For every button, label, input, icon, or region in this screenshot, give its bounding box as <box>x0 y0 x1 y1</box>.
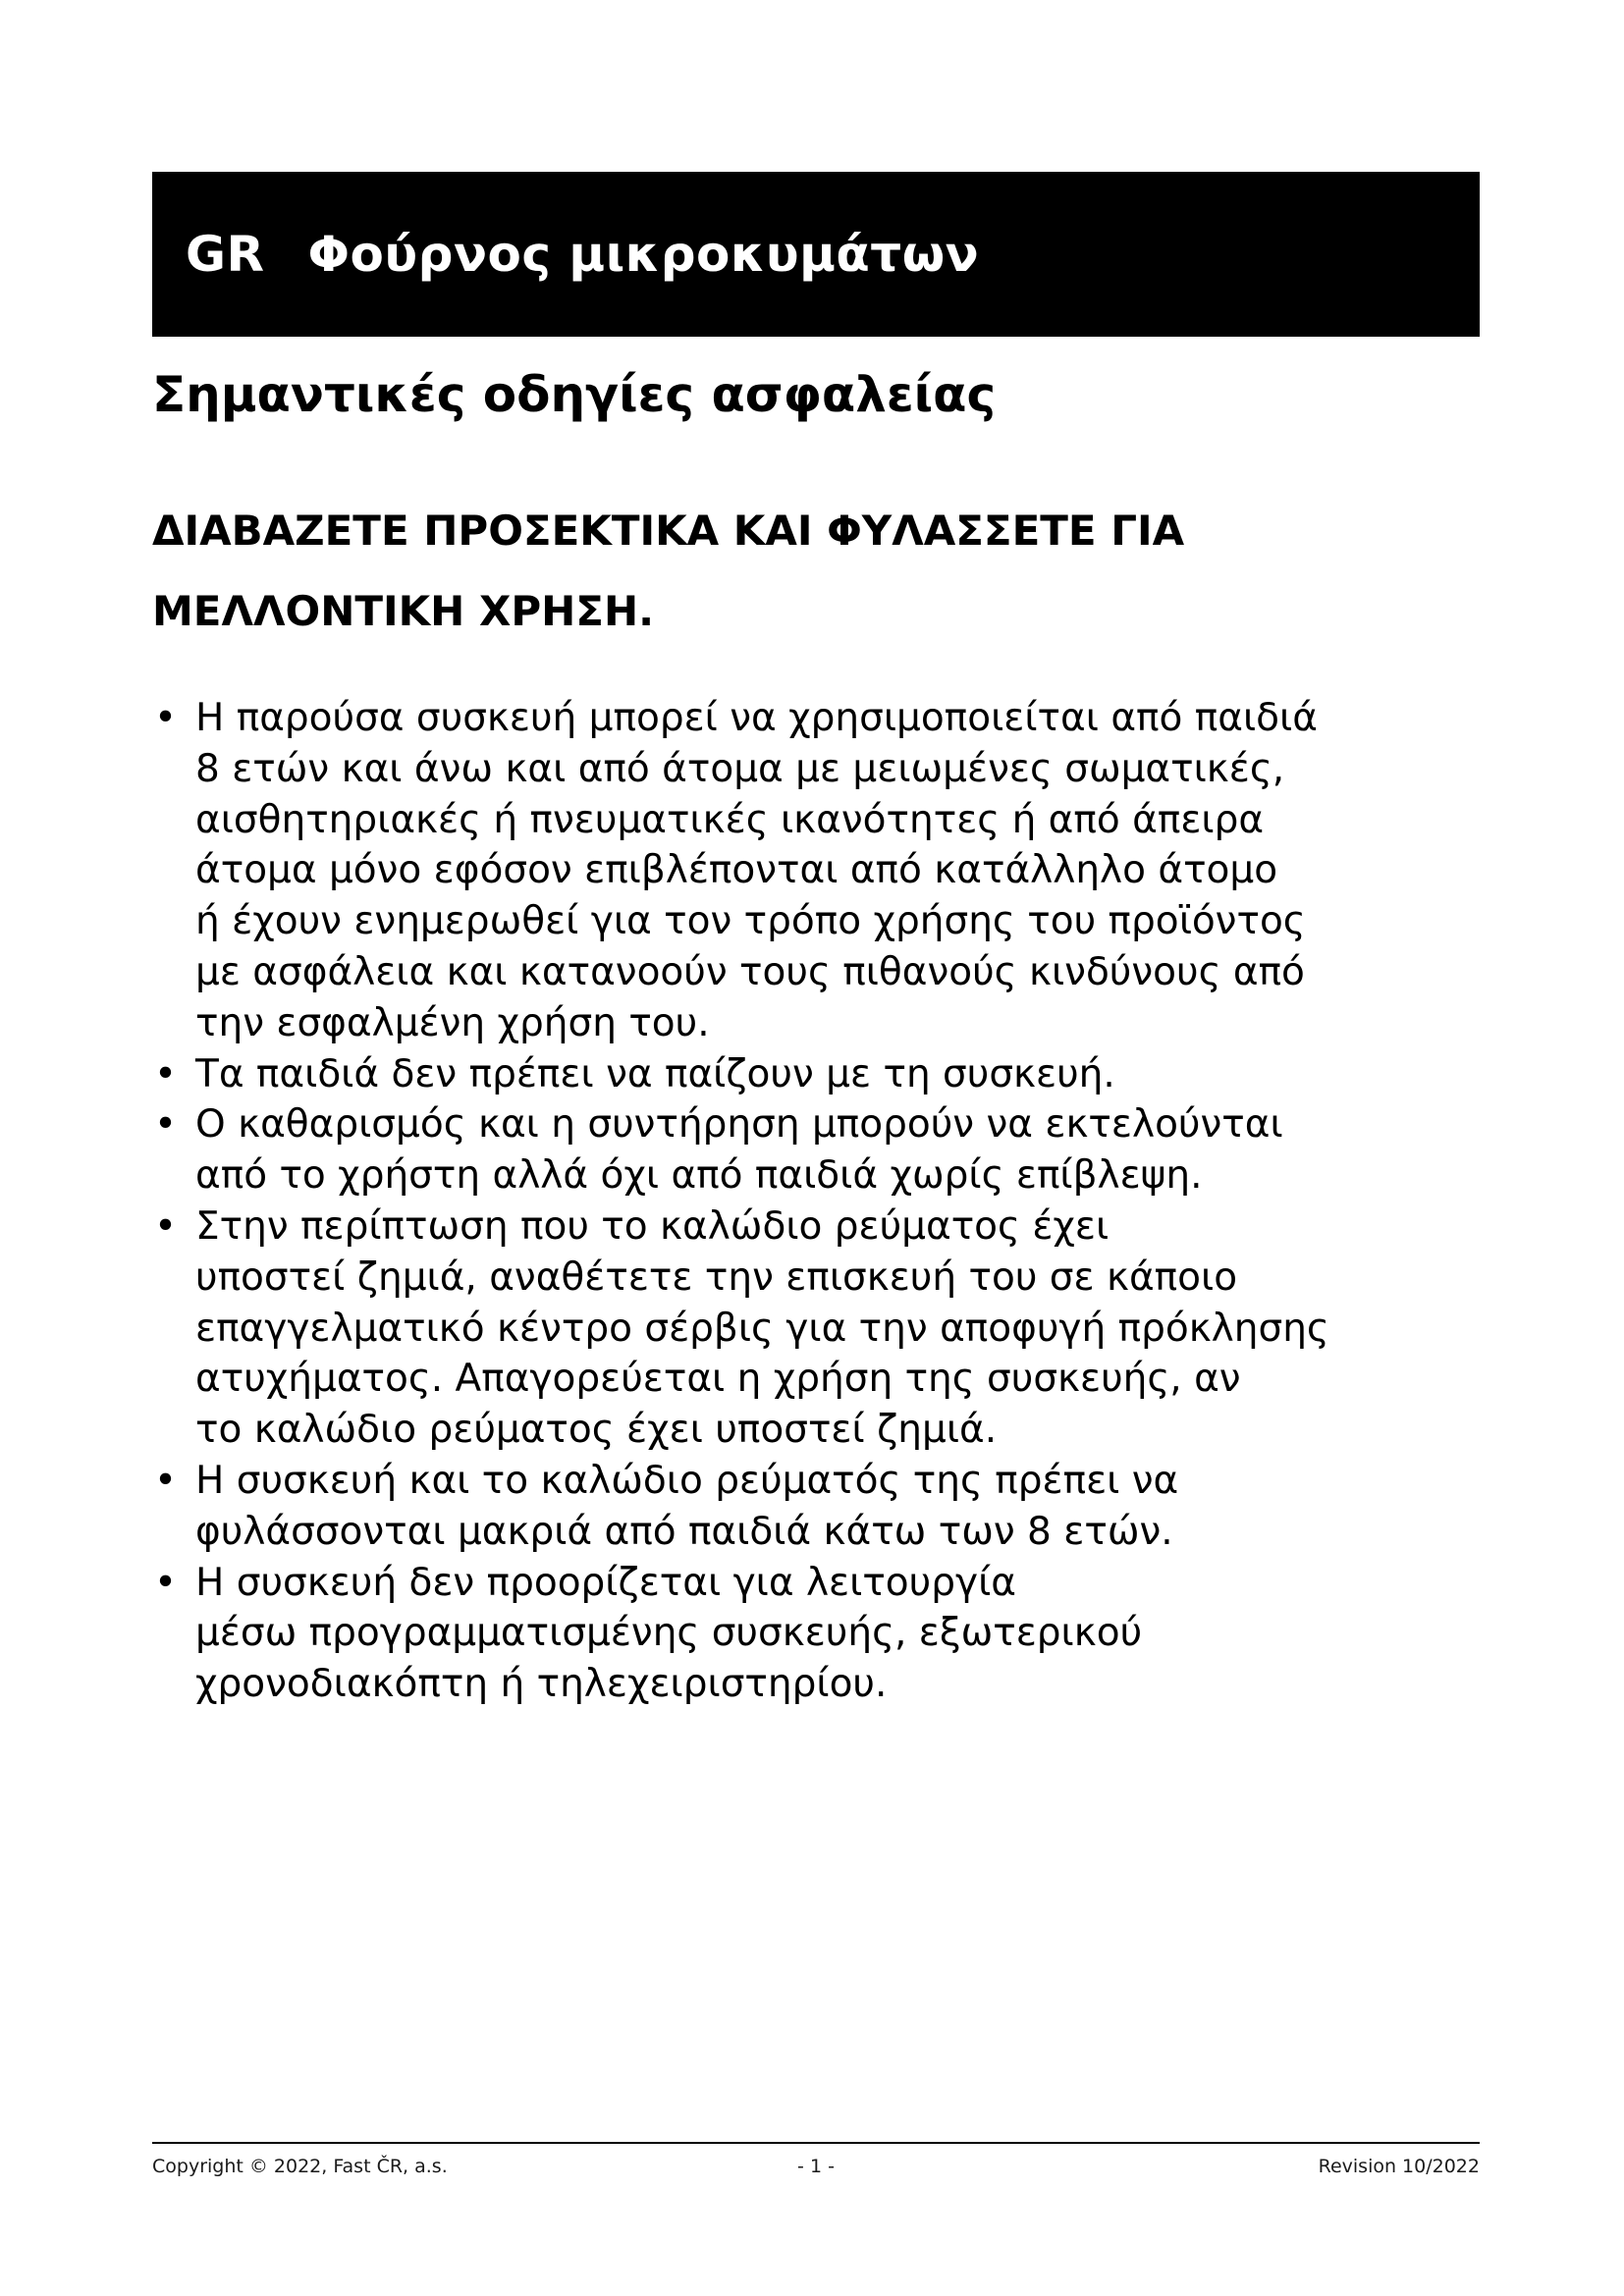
bullet-marker: • <box>154 1458 178 1503</box>
footer-page-number: - 1 - <box>797 2156 835 2177</box>
instruction-line: αισθητηριακές ή πνευματικές ικανότητες ή από άπειρα <box>195 797 1265 842</box>
safety-instruction-item <box>152 693 1488 1049</box>
instruction-line: Η συσκευή και το καλώδιο ρεύματός της πρέπει να <box>195 1458 1179 1503</box>
bullet-marker: • <box>154 1203 178 1249</box>
instruction-line: υποστεί ζημιά, αναθέτετε την επισκευή του σε κάποιο <box>195 1255 1238 1300</box>
language-code: GR <box>186 226 265 283</box>
product-title: Φούρνος μικροκυμάτων <box>307 226 980 283</box>
instruction-line: το καλώδιο ρεύματος έχει υποστεί ζημιά. <box>195 1408 998 1453</box>
read-carefully-warning <box>152 491 1480 652</box>
safety-instruction-item <box>152 1558 1488 1710</box>
bullet-marker: • <box>154 1102 178 1148</box>
safety-instruction-item <box>152 1201 1488 1456</box>
bullet-marker: • <box>154 696 178 740</box>
safety-instructions-list <box>152 693 1488 1710</box>
safety-instruction-item <box>152 1049 1488 1100</box>
bullet-marker: • <box>154 1560 178 1605</box>
bullet-marker: • <box>154 1051 178 1096</box>
instruction-line: την εσφαλμένη χρήση του. <box>195 1000 710 1045</box>
safety-instruction-item <box>152 1456 1488 1558</box>
instruction-line: μέσω προγραμματισμένης συσκευής, εξωτερικού <box>195 1611 1143 1656</box>
instruction-line: 8 ετών και άνω και από άτομα με μειωμένες σωματικές, <box>195 746 1285 791</box>
safety-instruction-item <box>152 1099 1488 1201</box>
instruction-line: ή έχουν ενημερωθεί για τον τρόπο χρήσης του προϊόντος <box>195 899 1306 944</box>
instruction-line: από το χρήστη αλλά όχι από παιδιά χωρίς επίβλεψη. <box>195 1153 1203 1199</box>
instruction-line: χρονοδιακόπτη ή τηλεχειριστηρίου. <box>195 1662 888 1707</box>
instruction-line: με ασφάλεια και κατανοούν τους πιθανούς κινδύνους από <box>195 949 1305 994</box>
instruction-line: ατυχήματος. Απαγορεύεται η χρήση της συσκευής, αν <box>195 1357 1241 1402</box>
instruction-line: επαγγελματικό κέντρο σέρβις για την αποφυγή πρόκλησης <box>195 1306 1329 1351</box>
document-header-bar <box>152 172 1480 337</box>
warning-line-1: ΔΙΑΒΑΖΕΤΕ ΠΡΟΣΕΚΤΙΚΑ ΚΑΙ ΦΥΛΑΣΣΕΤΕ ΓΙΑ <box>152 507 1185 555</box>
warning-line-2: ΜΕΛΛΟΝΤΙΚΗ ΧΡΗΣΗ. <box>152 587 655 635</box>
instruction-line: Τα παιδιά δεν πρέπει να παίζουν με τη συσκευή. <box>195 1051 1115 1096</box>
footer-copyright: Copyright © 2022, Fast ČR, a.s. <box>152 2156 448 2177</box>
page-footer <box>152 2156 1480 2185</box>
instruction-line: Στην περίπτωση που το καλώδιο ρεύματος έχει <box>195 1203 1110 1249</box>
instruction-line: Η παρούσα συσκευή μπορεί να χρησιμοποιείται από παιδιά <box>195 696 1318 740</box>
instruction-line: Ο καθαρισμός και η συντήρηση μπορούν να εκτελούνται <box>195 1102 1283 1148</box>
instruction-line: άτομα μόνο εφόσον επιβλέπονται από κατάλληλο άτομο <box>195 848 1278 893</box>
instruction-line: φυλάσσονται μακριά από παιδιά κάτω των 8 ετών. <box>195 1509 1173 1554</box>
footer-revision: Revision 10/2022 <box>1318 2156 1480 2177</box>
section-title: Σημαντικές οδηγίες ασφαλείας <box>152 366 997 423</box>
footer-divider <box>152 2142 1480 2144</box>
instruction-line: Η συσκευή δεν προορίζεται για λειτουργία <box>195 1560 1016 1605</box>
